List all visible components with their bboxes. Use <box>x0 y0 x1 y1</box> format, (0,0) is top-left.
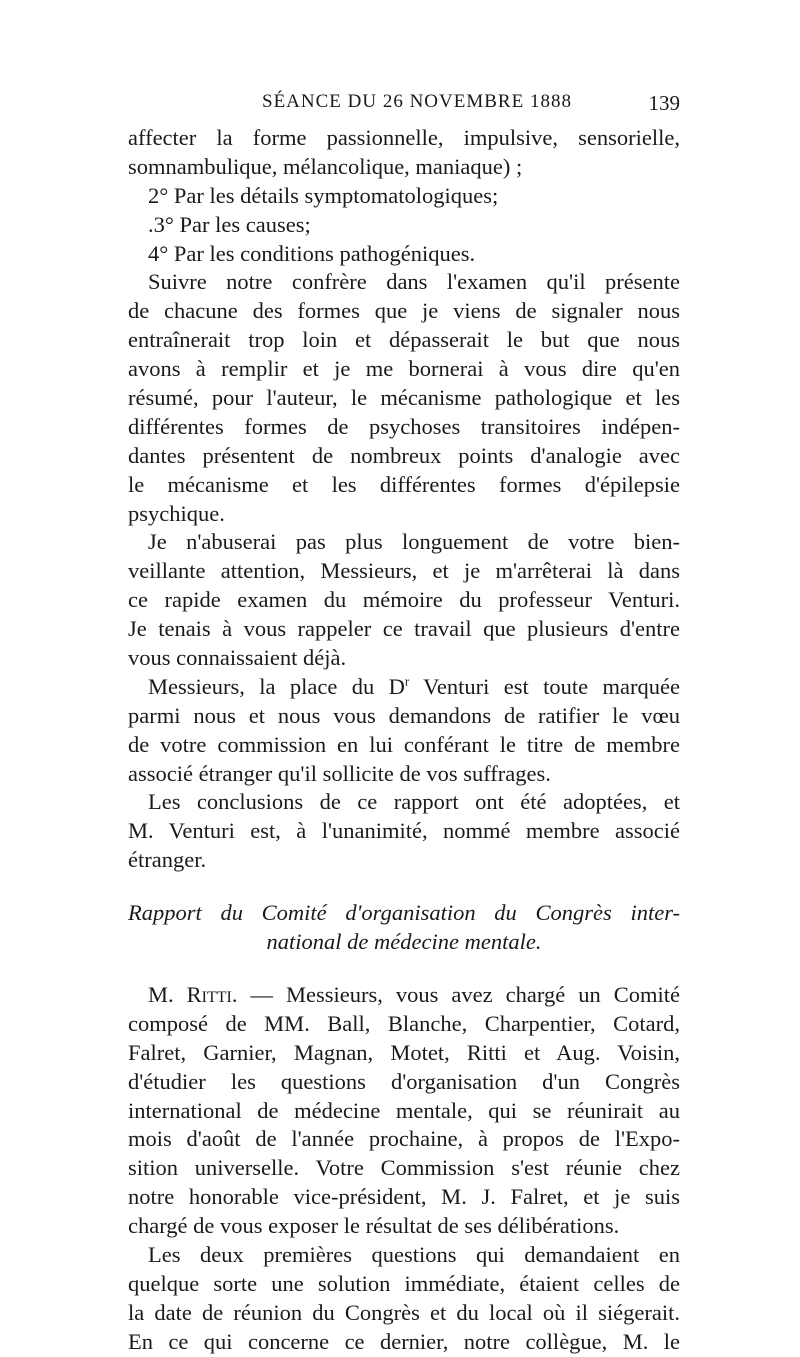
text-line: veillante attention, Messieurs, et je m'arrêterai là dans <box>128 558 680 584</box>
speaker-name: M. Ritti. <box>148 981 238 1007</box>
text-line: différentes formes de psychoses transitoires indépen- <box>128 413 680 439</box>
page-number: 139 <box>648 91 680 115</box>
list-item: 2° Par les détails symptomatologiques; <box>148 182 499 208</box>
text-line: notre honorable vice-président, M. J. Falret, et je suis <box>128 1184 680 1210</box>
text-line: étranger. <box>128 847 207 873</box>
text-line: sition universelle. Votre Commission s'est réunie chez <box>128 1155 680 1181</box>
section-gap <box>128 957 680 981</box>
text-line: de votre commission en lui conférant le titre de membre <box>128 731 680 757</box>
text-line: d'étudier les questions d'organisation d'un Congrès <box>128 1068 680 1094</box>
text-line: composé de MM. Ball, Blanche, Charpentier, Cotard, <box>128 1010 680 1036</box>
text-line: Les conclusions de ce rapport ont été adoptées, et <box>148 789 680 815</box>
text-line: chargé de vous exposer le résultat de ses délibérations. <box>128 1213 620 1239</box>
text-line: quelque sorte une solution immédiate, étaient celles de <box>128 1270 680 1296</box>
text-line: entraînerait trop loin et dépasserait le but que nous <box>128 327 680 353</box>
text-line: ce rapide examen du mémoire du professeur Venturi. <box>128 587 680 613</box>
running-head: SÉANCE DU 26 NOVEMBRE 1888 <box>262 91 572 112</box>
text-line: la date de réunion du Congrès et du local où il siégerait. <box>128 1299 680 1325</box>
text-line: mois d'août de l'année prochaine, à propos de l'Expo- <box>128 1126 680 1152</box>
text-fragment: — Messieurs, vous avez chargé un Comité <box>237 981 680 1007</box>
list-item: .3° Par les causes; <box>148 211 311 237</box>
text-line: de chacune des formes que je viens de signaler nous <box>128 298 680 324</box>
text-line: Je n'abuserai pas plus longuement de votre bien- <box>148 529 680 555</box>
text-line: Les deux premières questions qui demandaient en <box>148 1241 680 1267</box>
page-header <box>128 91 680 121</box>
text-line: parmi nous et nous vous demandons de ratifier le vœu <box>128 702 680 728</box>
section-heading: national de médecine mentale. <box>266 929 542 955</box>
text-line: M. Venturi est, à l'unanimité, nommé membre associé <box>128 818 680 844</box>
section-heading: Rapport du Comité d'organisation du Congrès inter- <box>128 900 680 926</box>
text-line: vous connaissaient déjà. <box>128 645 347 671</box>
text-line: En ce qui concerne ce dernier, notre collègue, M. le <box>128 1328 680 1354</box>
text-fragment: Messieurs, la place du D <box>148 673 405 699</box>
text-fragment: Venturi est toute marquée <box>409 673 680 699</box>
text-line: psychique. <box>128 500 225 526</box>
text-line: Falret, Garnier, Magnan, Motet, Ritti et Aug. Voisin, <box>128 1039 680 1065</box>
text-line: somnambulique, mélancolique, maniaque) ; <box>128 153 523 179</box>
text-line: Suivre notre confrère dans l'examen qu'il présente <box>148 269 680 295</box>
text-line: avons à remplir et je me bornerai à vous dire qu'en <box>128 356 680 382</box>
body-text <box>128 124 680 1357</box>
text-line: international de médecine mentale, qui se réunirait au <box>128 1097 680 1123</box>
text-line: affecter la forme passionnelle, impulsive, sensorielle, <box>128 125 680 150</box>
text-line: résumé, pour l'auteur, le mécanisme pathologique et les <box>128 385 680 411</box>
text-line <box>128 981 680 1010</box>
section-gap <box>128 875 680 899</box>
list-item: 4° Par les conditions pathogéniques. <box>148 240 476 266</box>
text-line: le mécanisme et les différentes formes d'épilepsie <box>128 471 680 497</box>
text-line: Je tenais à vous rappeler ce travail que plusieurs d'entre <box>128 616 680 642</box>
text-line <box>128 673 680 702</box>
superscript: r <box>404 673 410 689</box>
text-line: associé étranger qu'il sollicite de vos suffrages. <box>128 760 551 786</box>
text-line: dantes présentent de nombreux points d'analogie avec <box>128 442 680 468</box>
